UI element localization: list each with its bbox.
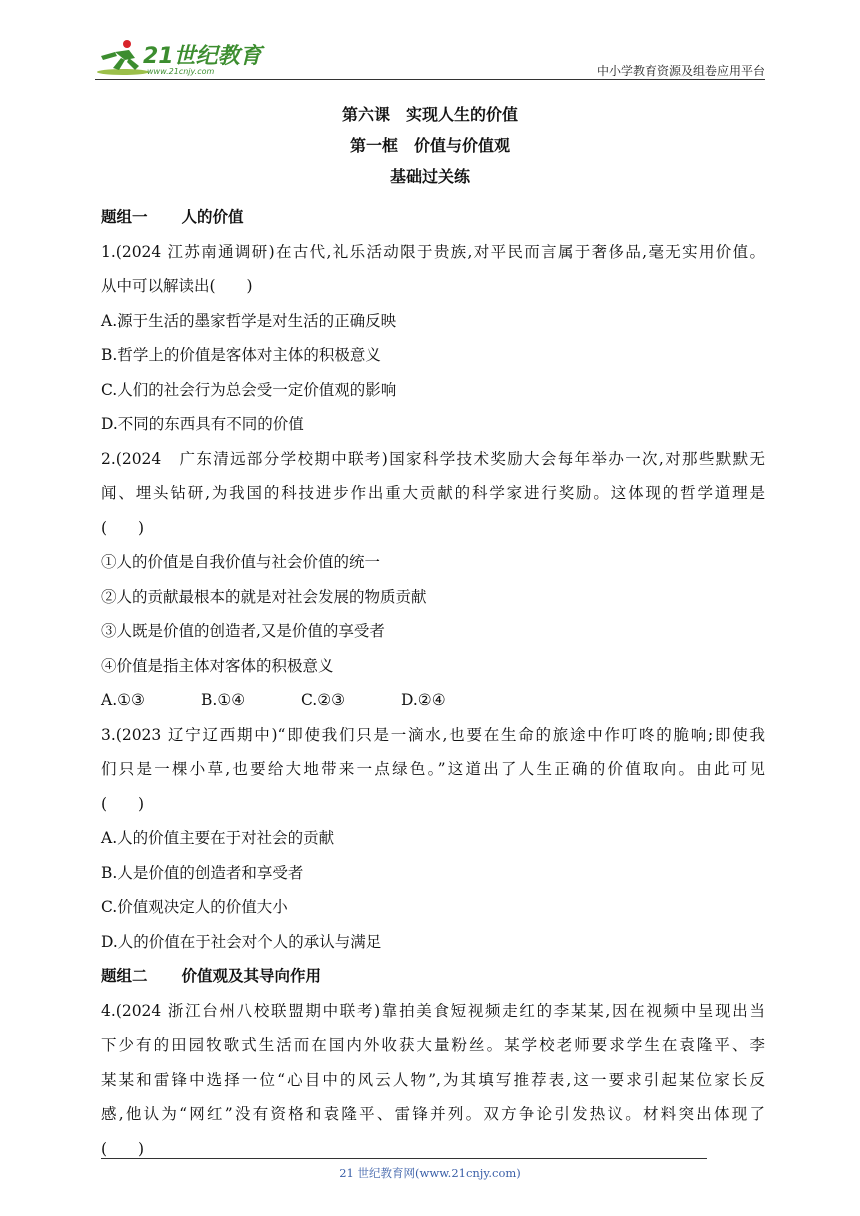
group-title: 价值观及其导向作用 xyxy=(181,967,322,985)
group-label: 题组二 xyxy=(101,967,148,985)
question-4-line-4: 感,他认为“网红”没有资格和袁隆平、雷锋并列。双方争论引发热议。材料突出体现了 xyxy=(101,1105,765,1123)
question-3-option-b: B.人是价值的创造者和享受者 xyxy=(101,863,304,882)
logo xyxy=(95,36,265,80)
question-2-option-b: B.①④ xyxy=(201,691,246,709)
question-2-option-a: A.①③ xyxy=(101,691,145,709)
page-header xyxy=(95,36,765,80)
question-3-option-c: C.价值观决定人的价值大小 xyxy=(101,898,288,916)
question-2-option-d: D.②④ xyxy=(401,691,446,709)
question-4-line-3: 某某和雷锋中选择一位“心目中的风云人物”,为其填写推荐表,这一要求引起某位家长反 xyxy=(101,1070,765,1089)
group-label: 题组一 xyxy=(101,208,148,226)
question-4-line-1: 4.(2024 浙江台州八校联盟期中联考)靠拍美食短视频走红的李某某,因在视频中呈现出当 xyxy=(101,1001,765,1020)
question-1-option-b: B.哲学上的价值是客体对主体的积极意义 xyxy=(101,346,381,364)
title-block xyxy=(0,103,860,196)
question-2-item-4: ④价值是指主体对客体的积极意义 xyxy=(101,656,334,675)
svg-text:21世纪教育: 21世纪教育 xyxy=(143,44,262,69)
platform-title: 中小学教育资源及组卷应用平台 xyxy=(596,64,765,78)
question-4-line-2: 下少有的田园牧歌式生活而在国内外收获大量粉丝。某学校老师要求学生在袁隆平、李 xyxy=(101,1036,765,1054)
question-2-line-2: 闻、埋头钻研,为我国的科技进步作出重大贡献的科学家进行奖励。这体现的哲学道理是 xyxy=(101,484,765,502)
runner-logo-icon xyxy=(95,36,265,80)
question-1-option-a: A.源于生活的墨家哲学是对生活的正确反映 xyxy=(101,311,397,330)
question-3-option-d: D.人的价值在于社会对个人的承认与满足 xyxy=(101,932,382,951)
question-2-line-3: ( ) xyxy=(101,518,145,537)
lesson-title: 第六课 实现人生的价值 xyxy=(341,105,518,124)
section-title: 第一框 价值与价值观 xyxy=(349,136,510,155)
question-3-line-3: ( ) xyxy=(101,794,145,813)
practice-title: 基础过关练 xyxy=(389,167,470,186)
footer-divider xyxy=(101,1158,707,1159)
question-2-item-1: ①人的价值是自我价值与社会价值的统一 xyxy=(101,553,381,571)
question-1-line-2: 从中可以解读出( ) xyxy=(101,277,253,295)
question-3-line-2: 们只是一棵小草,也要给大地带来一点绿色。”这道出了人生正确的价值取向。由此可见 xyxy=(101,760,765,778)
question-2-item-2: ②人的贡献最根本的就是对社会发展的物质贡献 xyxy=(101,587,427,606)
question-3-option-a: A.人的价值主要在于对社会的贡献 xyxy=(101,829,335,847)
question-2-options xyxy=(101,686,765,721)
question-2-line-1: 2.(2024 广东清远部分学校期中联考)国家科学技术奖励大会每年举办一次,对那些默默无 xyxy=(101,449,765,468)
question-2-item-3: ③人既是价值的创造者,又是价值的享受者 xyxy=(101,622,385,640)
question-content xyxy=(101,203,765,1169)
question-1-line-1: 1.(2024 江苏南通调研)在古代,礼乐活动限于贵族,对平民而言属于奢侈品,毫无实用价值。 xyxy=(101,242,765,261)
question-1-option-d: D.不同的东西具有不同的价值 xyxy=(101,415,304,433)
question-2-option-c: C.②③ xyxy=(301,691,346,709)
question-3-line-1: 3.(2023 辽宁辽西期中)“即使我们只是一滴水,也要在生命的旅途中作叮咚的脆响;即使我 xyxy=(101,725,765,744)
footer-link[interactable]: 21 世纪教育网(www.21cnjy.com) xyxy=(339,1166,521,1180)
svg-text:www.21cnjy.com: www.21cnjy.com xyxy=(147,67,215,76)
header-divider xyxy=(95,79,765,80)
question-1-option-c: C.人们的社会行为总会受一定价值观的影响 xyxy=(101,380,397,399)
group-heading-1 xyxy=(101,203,765,238)
question-4-line-5: ( ) xyxy=(101,1139,145,1158)
group-heading-2 xyxy=(101,962,765,997)
group-title: 人的价值 xyxy=(181,208,244,226)
